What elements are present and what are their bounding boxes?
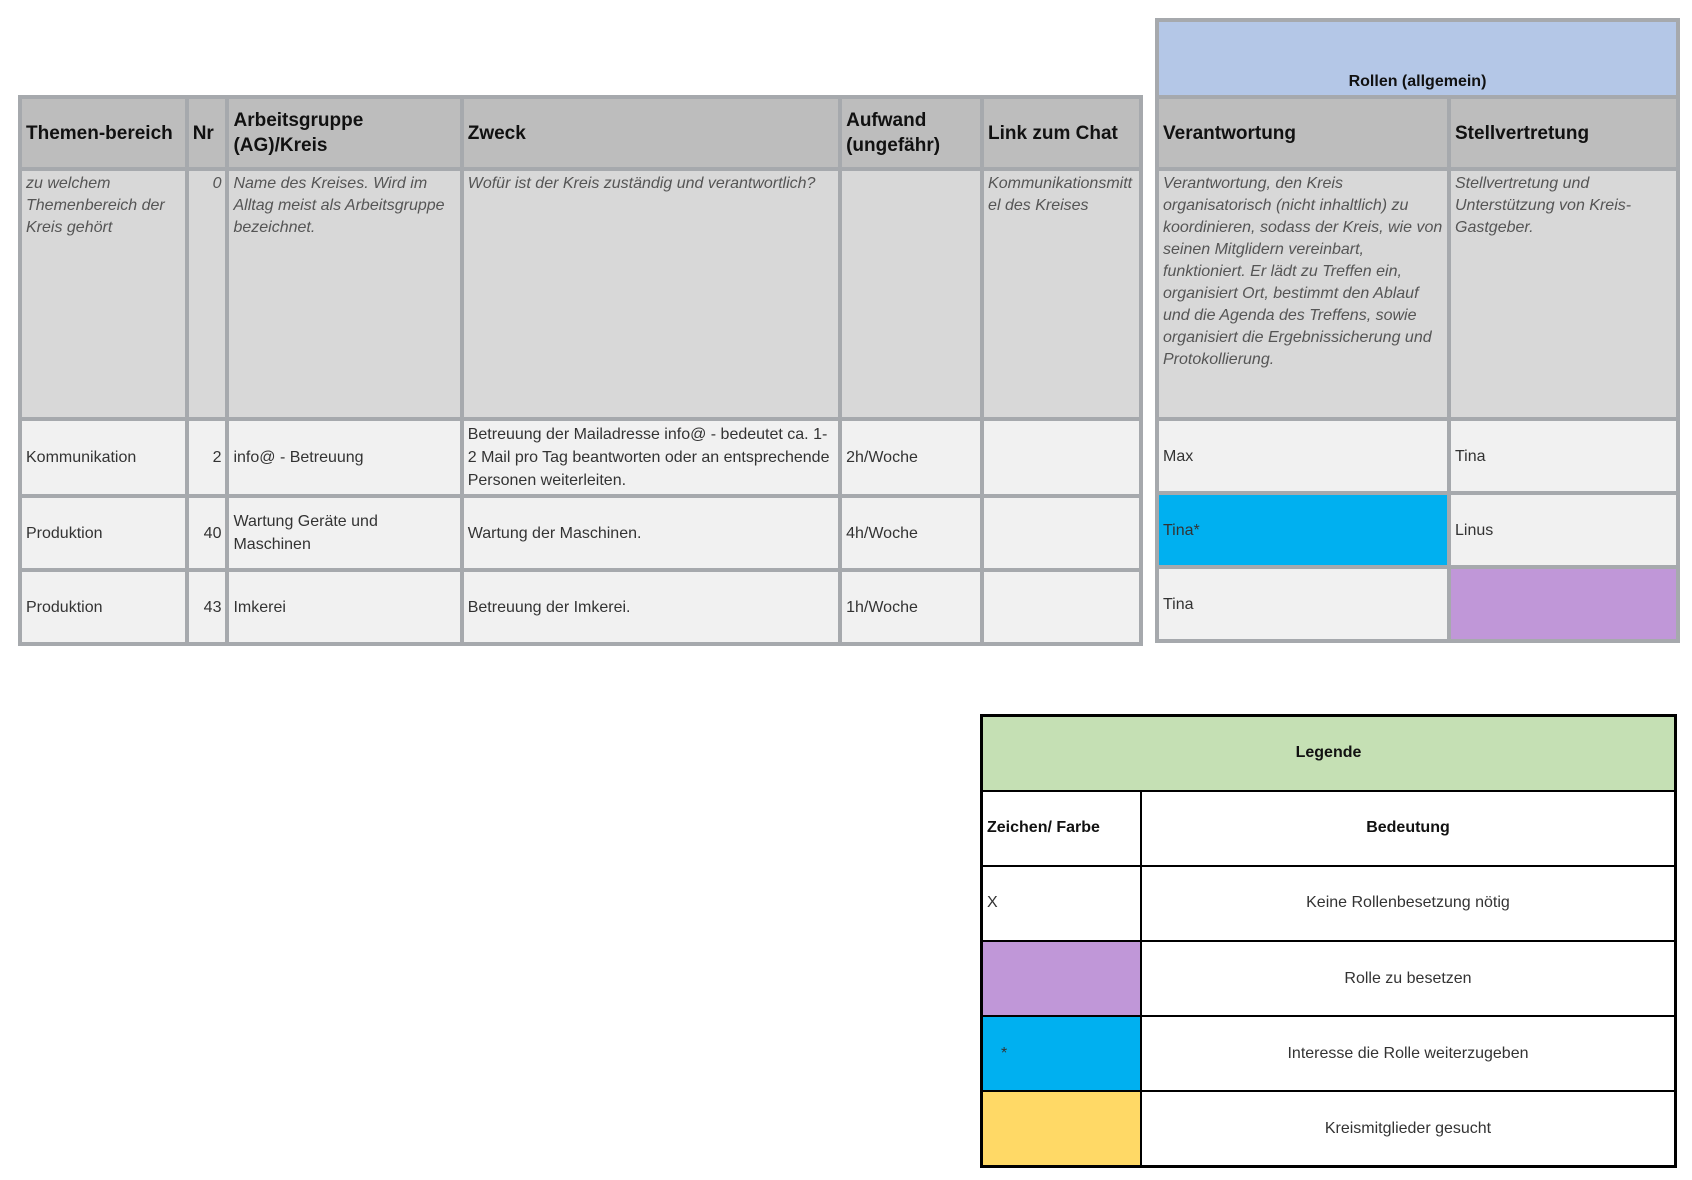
legend-row <box>982 866 1676 941</box>
cell-link <box>984 572 1139 642</box>
legend-swatch-purple <box>982 941 1141 1016</box>
cell-zweck: Wartung der Maschinen. <box>464 498 838 568</box>
legend-row <box>982 1016 1676 1091</box>
legend-swatch-blue: * <box>982 1016 1141 1091</box>
cell-verantwortung: Max <box>1159 421 1447 491</box>
header-aufwand: Aufwand (ungefähr) <box>842 99 980 167</box>
cell-stellvertretung <box>1451 569 1676 639</box>
cell-nr: 40 <box>189 498 226 568</box>
table-row <box>22 572 1139 642</box>
description-row <box>22 171 1139 417</box>
roles-title: Rollen (allgemein) <box>1159 22 1676 95</box>
cell-zweck: Betreuung der Mailadresse info@ - bedeutet ca. 1-2 Mail pro Tag beantworten oder an entsprechende Personen weiterleiten. <box>464 421 838 494</box>
cell-aufwand: 2h/Woche <box>842 421 980 494</box>
cell-stellvertretung: Linus <box>1451 495 1676 565</box>
desc-aufwand <box>842 171 980 417</box>
cell-aufwand: 1h/Woche <box>842 572 980 642</box>
cell-link <box>984 421 1139 494</box>
cell-arbeitsgruppe: Imkerei <box>229 572 459 642</box>
roles-row <box>1159 495 1676 565</box>
cell-nr: 2 <box>189 421 226 494</box>
header-verantwortung: Verantwortung <box>1159 99 1447 167</box>
header-zweck: Zweck <box>464 99 838 167</box>
legend-symbol: X <box>982 866 1141 941</box>
cell-verantwortung: Tina* <box>1159 495 1447 565</box>
cell-themenbereich: Produktion <box>22 572 185 642</box>
roles-table <box>1155 18 1680 643</box>
desc-arbeitsgruppe: Name des Kreises. Wird im Alltag meist als Arbeitsgruppe bezeichnet. <box>229 171 459 417</box>
header-row <box>22 99 1139 167</box>
header-link: Link zum Chat <box>984 99 1139 167</box>
header-nr: Nr <box>189 99 226 167</box>
legend-meaning: Interesse die Rolle weiterzugeben <box>1141 1016 1676 1091</box>
cell-nr: 43 <box>189 572 226 642</box>
table-row <box>22 421 1139 494</box>
desc-verantwortung: Verantwortung, den Kreis organisatorisch (nicht inhaltlich) zu koordinieren, sodass der Kreis, wie von seinen Mitglidern vereinbart, funktioniert. Er lädt zu Treffen ein, organisiert Ort, bestimmt den Ablauf und die Agenda des Treffens, sowie organisiert die Ergebnissicherung und Protokollierung. <box>1159 171 1447 417</box>
legend-meaning: Rolle zu besetzen <box>1141 941 1676 1016</box>
desc-themenbereich: zu welchem Themenbereich der Kreis gehört <box>22 171 185 417</box>
legend-header-row <box>982 791 1676 866</box>
header-stellvertretung: Stellvertretung <box>1451 99 1676 167</box>
cell-themenbereich: Kommunikation <box>22 421 185 494</box>
cell-arbeitsgruppe: info@ - Betreuung <box>229 421 459 494</box>
cell-link <box>984 498 1139 568</box>
roles-header-row <box>1159 99 1676 167</box>
header-arbeitsgruppe: Arbeitsgruppe (AG)/Kreis <box>229 99 459 167</box>
legend-meaning: Kreismitglieder gesucht <box>1141 1091 1676 1166</box>
legend-header-zeichen: Zeichen/ Farbe <box>982 791 1141 866</box>
roles-row <box>1159 421 1676 491</box>
desc-stellvertretung: Stellvertretung und Unterstützung von Kreis-Gastgeber. <box>1451 171 1676 417</box>
roles-title-row <box>1159 22 1676 95</box>
cell-aufwand: 4h/Woche <box>842 498 980 568</box>
circle-table <box>18 95 1143 646</box>
cell-stellvertretung: Tina <box>1451 421 1676 491</box>
roles-description-row <box>1159 171 1676 417</box>
header-themenbereich: Themen-bereich <box>22 99 185 167</box>
legend-row <box>982 941 1676 1016</box>
cell-themenbereich: Produktion <box>22 498 185 568</box>
cell-verantwortung: Tina <box>1159 569 1447 639</box>
legend-meaning: Keine Rollenbesetzung nötig <box>1141 866 1676 941</box>
desc-nr: 0 <box>189 171 226 417</box>
cell-arbeitsgruppe: Wartung Geräte und Maschinen <box>229 498 459 568</box>
legend-title: Legende <box>982 716 1676 791</box>
legend-table <box>980 714 1677 1168</box>
cell-zweck: Betreuung der Imkerei. <box>464 572 838 642</box>
roles-row <box>1159 569 1676 639</box>
table-row <box>22 498 1139 568</box>
legend-row <box>982 1091 1676 1166</box>
desc-link: Kommunikationsmittel des Kreises <box>984 171 1139 417</box>
legend-header-bedeutung: Bedeutung <box>1141 791 1676 866</box>
desc-zweck: Wofür ist der Kreis zuständig und verantwortlich? <box>464 171 838 417</box>
legend-swatch-yellow <box>982 1091 1141 1166</box>
